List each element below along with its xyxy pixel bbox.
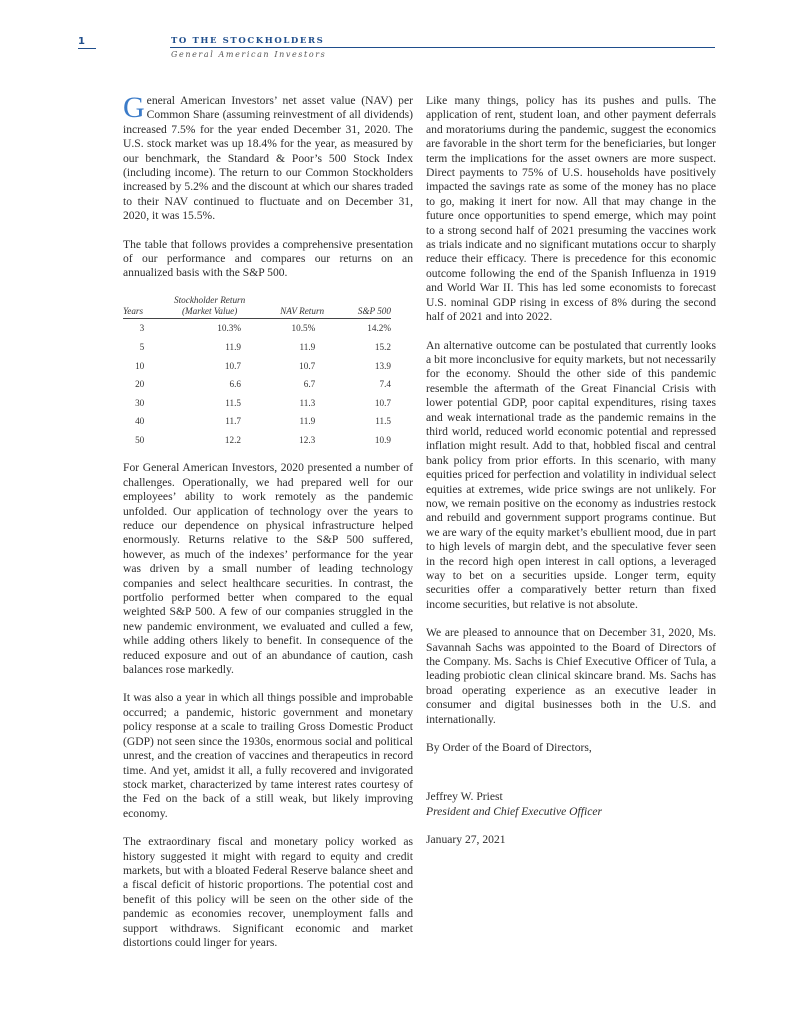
cell-sp: 10.7	[374, 397, 391, 408]
signer-name: Jeffrey W. Priest	[426, 790, 503, 804]
col-header-nav: NAV Return	[265, 306, 339, 319]
closing-line: By Order of the Board of Directors,	[426, 741, 592, 755]
cell-sp: 15.2	[374, 342, 391, 353]
board-announcement-paragraph: We are pleased to announce that on December 31, 2020, Ms. Savannah Sachs was appointed to the Board of Directors of the Company. Ms. Sachs is Chief Executive Officer of Tula, a leading probiotic clean clinical skincare brand. Ms. Sachs has broad operating experience as an executive leader in consumer and digital businesses both in the U.S. and internationally.	[426, 626, 716, 726]
intro-paragraph	[123, 91, 413, 224]
cell-nav: 10.7	[299, 360, 316, 371]
table-row	[123, 357, 391, 376]
cell-years: 10	[135, 360, 145, 371]
col-header-years: Years	[123, 306, 154, 319]
dropcap: G	[123, 91, 145, 124]
cell-years: 3	[139, 323, 145, 334]
table-row	[123, 412, 391, 431]
col-header-sp: S&P 500	[339, 306, 391, 319]
table-row	[123, 338, 391, 357]
col-header-market: (Market Value)	[154, 306, 265, 319]
cell-market: 11.5	[225, 397, 241, 408]
alternative-outcome-paragraph: An alternative outcome can be postulated that currently looks a bit more inconclusive for equity markets, but not necessarily for the economy. Should the other side of this pandemic resemble the aftermath of the Great Financial Crisis with lower potential GDP, poor capital expenditures, rising taxes and weak international trade as the pandemic remains in the third world, reduced world economic potential and repressed inflation might result. Add to that, hobbled fiscal and central bank policy from prior efforts. In this scenario, with many equities priced for perfection and volatility in individual select equities at extremes, wide price swings are not unlikely. For now, we remain positive on the economy as industries restock and rebuild and government support programs continue. But we are wary of the equity market’s ebullient mood, due in part to high levels of margin debt, and the speculative fever seen in the record high open interest in call options, a leveraged way to bet on a securities upside. Longer term, equity securities offer a comparatively better return than fixed income securities, but relative is not absolute.	[426, 338, 716, 611]
right-column	[426, 94, 716, 847]
header-rule	[170, 47, 715, 48]
page-number: 1	[78, 36, 85, 47]
signature-block	[426, 789, 716, 847]
left-column	[123, 91, 413, 964]
cell-market: 12.2	[224, 434, 241, 445]
table-row	[123, 375, 391, 394]
table-row	[123, 318, 391, 338]
cell-nav: 11.9	[299, 416, 316, 427]
cell-years: 5	[139, 342, 145, 353]
cell-sp: 14.2%	[367, 323, 391, 334]
pushes-pulls-paragraph: Like many things, policy has its pushes and pulls. The application of rent, student loan, and other payment deferrals and moratoriums during the pandemic, suggest the economics are favorable in the short term for the beneficiaries, but longer term the implications for the asset owners are more suspect. Direct payments to 75% of U.S. households have positively impacted the savings rate as some of the money has no place to go, making it inert for now. All that may change in the future once opportunities to spend emerge, which may point to a strong second half of 2021 presuming the vaccines work as trials indicate and no significant mutations occur to sharply reduce their efficacy. There is precedence for this economic outcome following the end of the Spanish Influenza in 1919 and World War II. This has led some economists to forecast U.S. nominal GDP rising in excess of 8% during the second half of 2021 and into 2022.	[426, 94, 716, 324]
table-row	[123, 431, 391, 450]
cell-nav: 10.5%	[291, 323, 316, 334]
cell-market: 10.7	[224, 360, 241, 371]
year-paragraph: It was also a year in which all things possible and improbable occurred; a pandemic, historic government and monetary policy response at a scale to trailing Gross Domestic Product (GDP) not seen since the 1930s, enormous social and political unrest, and the creation of vaccines and therapeutics in record time. And yet, amidst it all, a fully recovered and invigorated stock market, characterized by tame interest rates courtesy of the Fed on the back of a still weak, but likely improving economy.	[123, 691, 413, 820]
cell-sp: 11.5	[375, 416, 391, 427]
cell-sp: 7.4	[379, 379, 391, 390]
cell-market: 6.6	[229, 379, 241, 390]
cell-years: 20	[135, 379, 145, 390]
cell-nav: 12.3	[299, 434, 316, 445]
signer-title: President and Chief Executive Officer	[426, 805, 602, 819]
cell-market: 10.3%	[217, 323, 241, 334]
cell-nav: 11.3	[299, 397, 316, 408]
intro-text: eneral American Investors’ net asset value (NAV) per Common Share (assuming reinvestment of all dividends) increased 7.5% for the year ended December 31, 2020. The U.S. stock market was up 18.4% for the year, as measured by our benchmark, the Standard & Poor’s 500 Stock Index (including income). The return to our Common Stockholders increased by 5.2% and the discount at which our shares traded to their NAV continued to fluctuate and on December 31, 2020, it was 15.5%.	[123, 94, 413, 223]
cell-sp: 13.9	[374, 360, 391, 371]
cell-years: 40	[135, 416, 145, 427]
page-number-rule	[78, 48, 96, 49]
cell-market: 11.9	[225, 342, 241, 353]
cell-years: 30	[135, 397, 145, 408]
letter-date: January 27, 2021	[426, 833, 506, 847]
cell-years: 50	[135, 434, 145, 445]
page-header	[0, 0, 791, 60]
header-title: TO THE STOCKHOLDERS	[171, 36, 325, 46]
returns-table	[123, 295, 391, 450]
policy-paragraph: The extraordinary fiscal and monetary policy worked as history suggested it might with regard to equity and credit markets, but with a bloated Federal Reserve balance sheet and a fiscal deficit of historic proportions. The potential cost and benefit of this policy will be seen on the other side of the pandemic as economies recover, unemployment falls and support withdraws. Significant economic and market distortions could linger for years.	[123, 835, 413, 949]
challenges-paragraph: For General American Investors, 2020 presented a number of challenges. Operationally, we had prepared well for our employees’ ability to work remotely as the pandemic unfolded. Our application of technology over the years to reduce our dependence on physical infrastructure helped enormously. Returns relative to the S&P 500 suffered, however, as much of the indexes’ performance for the year was driven by a small number of leading technology companies and select healthcare securities. In contrast, the portfolio performed better when compared to the equal weighted S&P 500. A few of our companies struggled in the new pandemic environment, we evaluated and culled a few, while adding others likely to benefit. In consequence of the reduced exposure and out of an abundance of caution, cash balances rose markedly.	[123, 461, 413, 677]
cell-market: 11.7	[225, 416, 241, 427]
header-subtitle: General American Investors	[171, 50, 327, 59]
table-intro-paragraph: The table that follows provides a comprehensive presentation of our performance and compares our returns on an annualized basis with the S&P 500.	[123, 237, 413, 280]
cell-nav: 11.9	[299, 342, 316, 353]
table-row	[123, 394, 391, 413]
col-header-group: Stockholder Return	[174, 294, 246, 305]
cell-sp: 10.9	[374, 434, 391, 445]
cell-nav: 6.7	[303, 379, 316, 390]
